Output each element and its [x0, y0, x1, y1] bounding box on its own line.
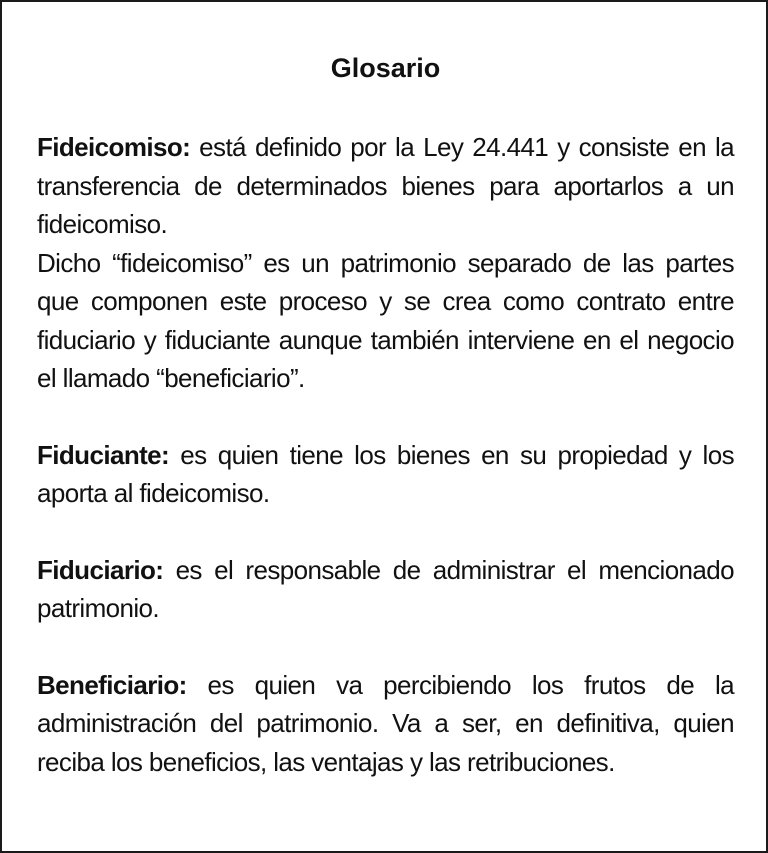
glossary-entry-fideicomiso — [37, 128, 734, 398]
term-fiduciario: Fiduciario: — [37, 554, 164, 585]
term-fideicomiso: Fideicomiso: — [37, 132, 191, 162]
definition-fideicomiso-extra: Dicho “fideicomiso” es un patrimonio separado de las partes que componen este proceso y se crea como contrato entre fiduciario y fiduciante aunque también interviene en el negocio el llamado “beneficiario”. — [37, 247, 734, 393]
term-beneficiario: Beneficiario: — [37, 669, 187, 700]
definition-fiduciario: es el responsable de administrar el mencionado patrimonio. — [37, 554, 734, 623]
definition-fideicomiso: está definido por la Ley 24.441 y consiste en la transferencia de determinados bienes para aportarlos a un fideicomiso. — [37, 132, 734, 239]
glossary-title: Glosario — [330, 53, 441, 83]
definition-beneficiario: es quien va percibiendo los frutos de la administración del patrimonio. Va a ser, en definitiva, quien reciba los beneficios, las ventajas y las retribuciones. — [37, 669, 734, 777]
glossary-entry-fiduciario — [37, 551, 734, 628]
glossary-entry-fiduciante — [37, 436, 734, 513]
term-fiduciante: Fiduciante: — [37, 439, 170, 470]
definition-fiduciante: es quien tiene los bienes en su propiedad y los aporta al fideicomiso. — [37, 439, 734, 508]
glossary-entry-beneficiario — [37, 666, 734, 782]
